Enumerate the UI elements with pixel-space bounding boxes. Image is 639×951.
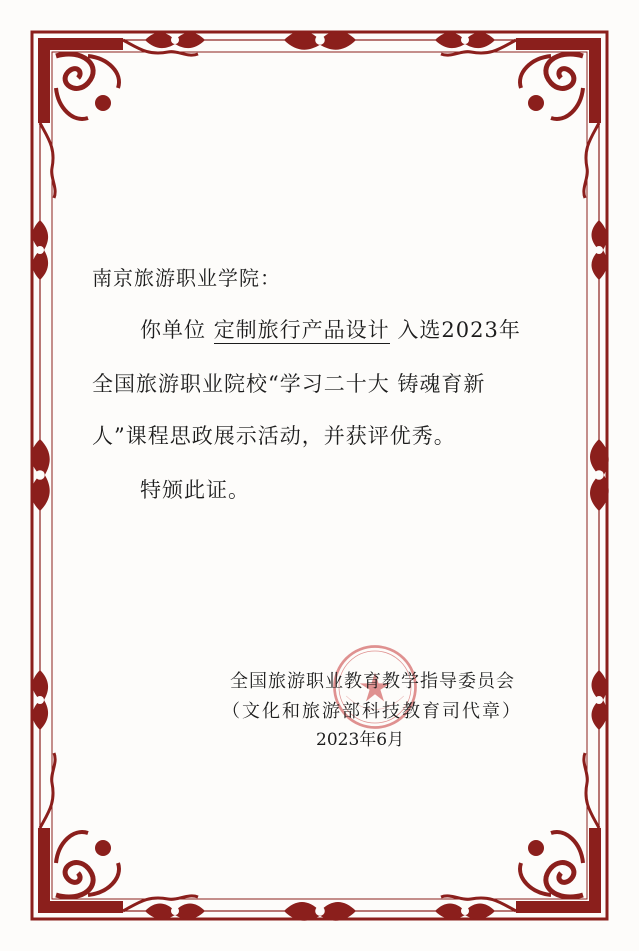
line1-suffix: 入选2023年 [397, 318, 521, 342]
body-line-4: 特颁此证。 [140, 478, 250, 502]
line1-prefix: 你单位 [140, 318, 206, 342]
body-line-3: 人”课程思政展示活动，并获评优秀。 [92, 424, 456, 448]
body-line-2: 全国旅游职业院校“学习二十大 铸魂育新 [92, 372, 486, 396]
addressee: 南京旅游职业学院： [92, 266, 281, 290]
issue-date: 2023年6月 [316, 730, 405, 750]
body-line-1 [140, 314, 521, 344]
issuer-proxy: （文化和旅游部科技教育司代章） [222, 701, 522, 722]
course-title: 定制旅行产品设计 [213, 318, 390, 342]
issuer: 全国旅游职业教育教学指导委员会 [230, 671, 515, 692]
